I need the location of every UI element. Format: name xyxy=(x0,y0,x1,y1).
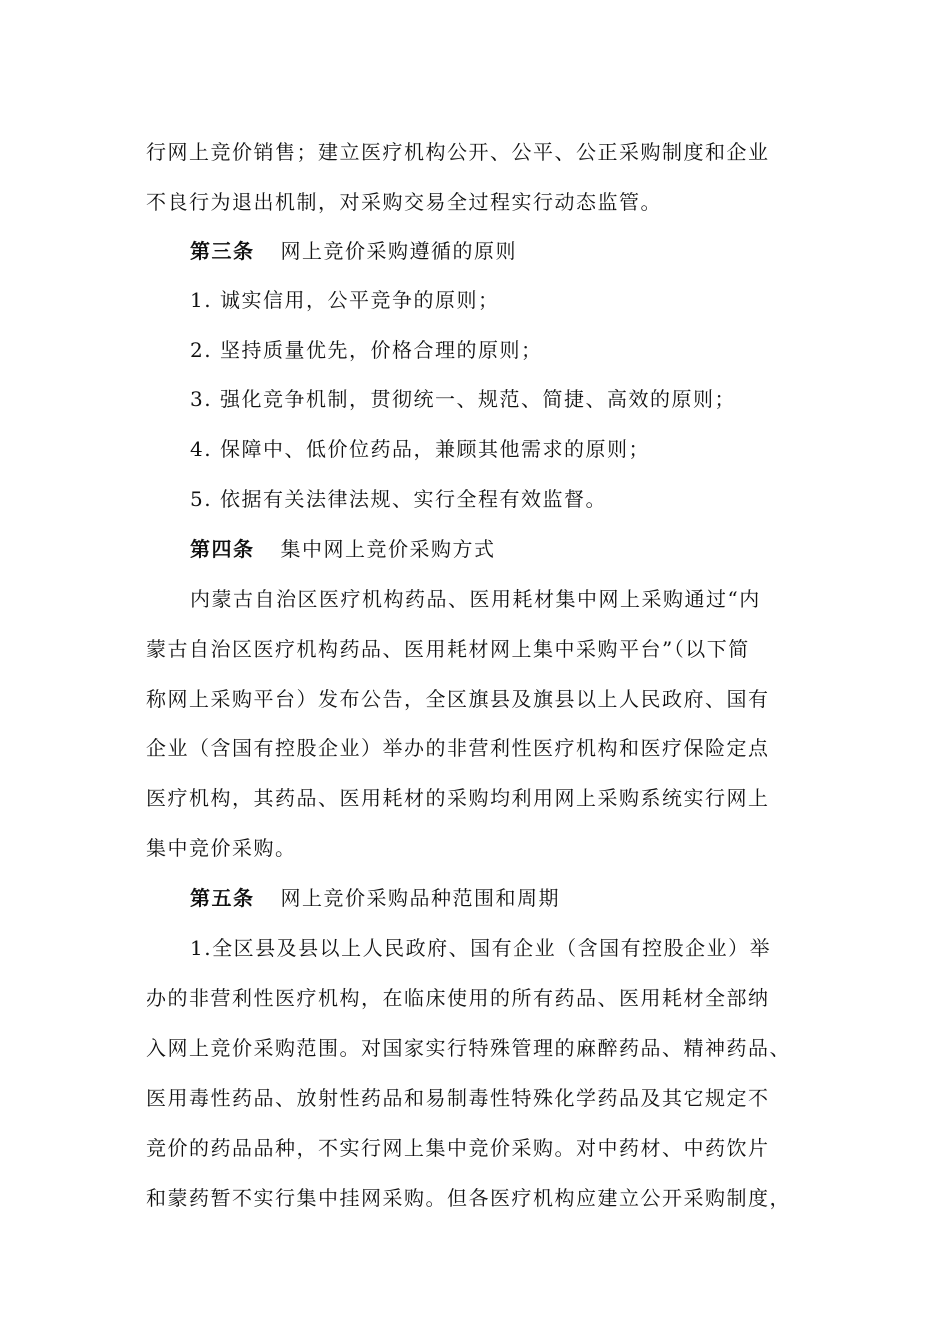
list-item: 3. 强化竞争机制，贯彻统一、规范、简捷、高效的原则； xyxy=(190,387,736,411)
article-title: 集中网上竞价采购方式 xyxy=(280,537,496,561)
body-line: 企业（含国有控股企业）举办的非营利性医疗机构和医疗保险定点 xyxy=(146,736,770,760)
body-line: 蒙古自治区医疗机构药品、医用耗材网上集中采购平台”（以下简 xyxy=(146,637,750,661)
body-line: 入网上竞价采购范围。对国家实行特殊管理的麻醉药品、精神药品、 xyxy=(146,1036,791,1060)
body-line: 1.全区县及县以上人民政府、国有企业（含国有控股企业）举 xyxy=(190,936,772,960)
body-line: 和蒙药暂不实行集中挂网采购。但各医疗机构应建立公开采购制度， xyxy=(146,1186,791,1210)
body-line: 称网上采购平台）发布公告，全区旗县及旗县以上人民政府、国有 xyxy=(146,687,770,711)
article-title: 网上竞价采购遵循的原则 xyxy=(280,239,517,263)
list-item: 1. 诚实信用，公平竞争的原则； xyxy=(190,288,500,312)
article-number: 第三条 xyxy=(190,239,255,263)
body-line: 内蒙古自治区医疗机构药品、医用耗材集中网上采购通过“内 xyxy=(190,587,761,611)
article-heading xyxy=(190,236,517,266)
body-line: 竞价的药品品种，不实行网上集中竞价采购。对中药材、中药饮片 xyxy=(146,1136,770,1160)
body-line: 医用毒性药品、放射性药品和易制毒性特殊化学药品及其它规定不 xyxy=(146,1086,770,1110)
article-number: 第五条 xyxy=(190,886,255,910)
list-item: 4. 保障中、低价位药品，兼顾其他需求的原则； xyxy=(190,437,650,461)
body-line: 行网上竞价销售；建立医疗机构公开、公平、公正采购制度和企业 xyxy=(146,140,770,164)
body-line: 办的非营利性医疗机构，在临床使用的所有药品、医用耗材全部纳 xyxy=(146,986,770,1010)
body-line: 不良行为退出机制，对采购交易全过程实行动态监管。 xyxy=(146,190,662,214)
article-heading xyxy=(190,883,560,913)
body-line: 集中竞价采购。 xyxy=(146,836,297,860)
list-item: 5. 依据有关法律法规、实行全程有效监督。 xyxy=(190,487,607,511)
article-number: 第四条 xyxy=(190,537,255,561)
article-title: 网上竞价采购品种范围和周期 xyxy=(280,886,560,910)
list-item: 2. 坚持质量优先，价格合理的原则； xyxy=(190,338,543,362)
body-line: 医疗机构，其药品、医用耗材的采购均利用网上采购系统实行网上 xyxy=(146,786,770,810)
article-heading xyxy=(190,534,496,564)
